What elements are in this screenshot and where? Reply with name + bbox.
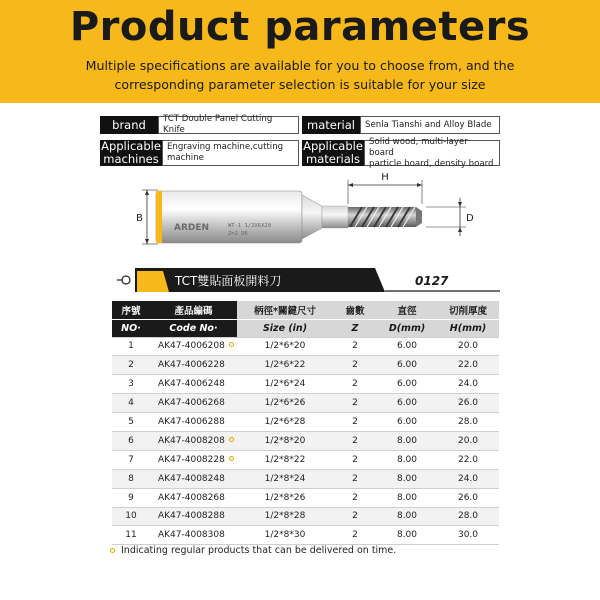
machines-label-line-2: machines bbox=[103, 152, 159, 166]
table-row bbox=[112, 526, 499, 545]
header-code-en: Code No· bbox=[150, 319, 237, 337]
cell-code-text: AK47-4008228 bbox=[158, 454, 225, 465]
cell-no bbox=[112, 356, 150, 375]
cell-d bbox=[377, 507, 437, 526]
cell-z-text: 2 bbox=[352, 435, 358, 446]
table-row bbox=[112, 356, 499, 375]
cell-size bbox=[237, 526, 333, 545]
cell-z-text: 2 bbox=[352, 398, 358, 409]
cell-d bbox=[377, 337, 437, 356]
cell-no-text: 6 bbox=[128, 435, 134, 446]
cell-no-text: 9 bbox=[128, 492, 134, 503]
cell-z bbox=[333, 488, 377, 507]
header-h-cn: 切削厚度 bbox=[437, 301, 499, 319]
cell-d bbox=[377, 356, 437, 375]
cell-size-text: 1/2*6*24 bbox=[264, 379, 306, 390]
cell-d-text: 6.00 bbox=[396, 360, 418, 371]
regular-product-dot-icon bbox=[110, 548, 115, 553]
cell-no-text: 1 bbox=[128, 341, 134, 352]
cell-z bbox=[333, 526, 377, 545]
cell-h bbox=[437, 375, 499, 394]
cell-size-text: 1/2*8*30 bbox=[264, 530, 306, 541]
cell-d bbox=[377, 488, 437, 507]
materials-label bbox=[302, 140, 364, 166]
cell-size-text: 1/2*6*26 bbox=[264, 398, 306, 409]
cell-z bbox=[333, 413, 377, 432]
cell-d-text: 8.00 bbox=[396, 511, 418, 522]
materials-label-line-2: materials bbox=[306, 152, 360, 166]
cell-d bbox=[377, 450, 437, 469]
cell-d-text: 8.00 bbox=[396, 492, 418, 503]
cell-d-text: 6.00 bbox=[396, 398, 418, 409]
cell-size bbox=[237, 431, 333, 450]
cell-h-text: 28.0 bbox=[457, 511, 479, 522]
cell-size bbox=[237, 469, 333, 488]
cell-no-text: 10 bbox=[125, 511, 137, 522]
cell-h-text: 22.0 bbox=[457, 454, 479, 465]
cell-size bbox=[237, 450, 333, 469]
header-code-cn: 產品編碼 bbox=[150, 301, 237, 319]
cell-h-text: 24.0 bbox=[457, 379, 479, 390]
cell-h bbox=[437, 337, 499, 356]
cell-code bbox=[150, 413, 237, 432]
header-no-cn: 序號 bbox=[112, 301, 150, 319]
cell-d-text: 8.00 bbox=[396, 454, 418, 465]
cell-code bbox=[150, 375, 237, 394]
subtitle-line-2: corresponding parameter selection is suitable for your size bbox=[114, 77, 486, 92]
cell-d-text: 8.00 bbox=[396, 435, 418, 446]
cell-size bbox=[237, 488, 333, 507]
cell-code-text: AK47-4008208 bbox=[158, 435, 225, 446]
cell-h bbox=[437, 469, 499, 488]
cell-h-text: 20.0 bbox=[457, 435, 479, 446]
cell-size bbox=[237, 394, 333, 413]
cell-d bbox=[377, 526, 437, 545]
cell-code bbox=[150, 526, 237, 545]
cell-no-text: 3 bbox=[128, 379, 134, 390]
cell-h bbox=[437, 431, 499, 450]
cell-size-text: 1/2*8*28 bbox=[264, 511, 306, 522]
product-banner bbox=[115, 268, 500, 292]
cell-size bbox=[237, 375, 333, 394]
cell-z-text: 2 bbox=[352, 530, 358, 541]
cell-z-text: 2 bbox=[352, 417, 358, 427]
cell-d bbox=[377, 375, 437, 394]
cell-z bbox=[333, 356, 377, 375]
table-header-cn bbox=[112, 301, 499, 319]
cell-h bbox=[437, 526, 499, 545]
cell-no-text: 5 bbox=[128, 417, 134, 427]
cell-no bbox=[112, 375, 150, 394]
cell-z bbox=[333, 507, 377, 526]
label-h: H bbox=[381, 172, 389, 183]
cell-code bbox=[150, 488, 237, 507]
cell-h bbox=[437, 507, 499, 526]
table-row bbox=[112, 450, 499, 469]
brand-value: TCT Double Panel Cutting Knife bbox=[158, 116, 299, 134]
cell-no bbox=[112, 413, 150, 432]
legend-note-text: Indicating regular products that can be delivered on time. bbox=[121, 545, 397, 556]
cell-h-text: 30.0 bbox=[457, 530, 479, 541]
header-d-en: D(mm) bbox=[377, 319, 437, 337]
table-row bbox=[112, 375, 499, 394]
cell-code-text: AK47-4006268 bbox=[158, 398, 225, 409]
cell-code bbox=[150, 431, 237, 450]
header-size-en: Size (in) bbox=[237, 319, 333, 337]
table-row bbox=[112, 431, 499, 450]
shank-engraving-1: WT-1 1/2X6X20 bbox=[228, 223, 272, 229]
cell-h-text: 28.0 bbox=[457, 417, 479, 427]
material-label: material bbox=[302, 116, 360, 134]
table-row bbox=[112, 413, 499, 432]
cell-size bbox=[237, 507, 333, 526]
cell-no bbox=[112, 507, 150, 526]
spec-row-brand-material bbox=[100, 116, 500, 134]
cell-code-text: AK47-4006228 bbox=[158, 360, 225, 371]
cell-z bbox=[333, 469, 377, 488]
table-row bbox=[112, 488, 499, 507]
brand-mark: ARDEN bbox=[174, 223, 210, 233]
cell-size-text: 1/2*8*20 bbox=[264, 435, 306, 446]
subtitle-line-1: Multiple specifications are available for you to choose from, and the bbox=[85, 58, 515, 73]
cell-no-text: 7 bbox=[128, 454, 134, 465]
machines-value bbox=[162, 140, 299, 166]
cell-d bbox=[377, 469, 437, 488]
cell-code-text: AK47-4008268 bbox=[158, 492, 225, 503]
cell-code-text: AK47-4006208 bbox=[158, 341, 225, 352]
cell-h-text: 26.0 bbox=[457, 492, 479, 503]
cell-z bbox=[333, 450, 377, 469]
cell-d bbox=[377, 394, 437, 413]
header-size-cn: 柄徑*關鍵尺寸 bbox=[237, 301, 333, 319]
header-z-en: Z bbox=[333, 319, 377, 337]
cell-h bbox=[437, 356, 499, 375]
table-row bbox=[112, 507, 499, 526]
cell-code-text: AK47-4006288 bbox=[158, 417, 225, 427]
cell-z bbox=[333, 337, 377, 356]
cell-z-text: 2 bbox=[352, 492, 358, 503]
header-d-cn: 直徑 bbox=[377, 301, 437, 319]
cell-d-text: 8.00 bbox=[396, 530, 418, 541]
cell-code-text: AK47-4006248 bbox=[158, 379, 225, 390]
cell-z-text: 2 bbox=[352, 341, 358, 352]
header-banner bbox=[0, 0, 600, 103]
cell-z-text: 2 bbox=[352, 360, 358, 371]
cell-z bbox=[333, 375, 377, 394]
cell-code-text: AK47-4008308 bbox=[158, 530, 225, 541]
cell-no-text: 8 bbox=[128, 473, 134, 484]
header-z-cn: 齒數 bbox=[333, 301, 377, 319]
cell-size-text: 1/2*6*22 bbox=[264, 360, 306, 371]
table-row bbox=[112, 394, 499, 413]
shank-engraving-2: Z=2 D6 bbox=[228, 231, 248, 237]
cell-d-text: 6.00 bbox=[396, 417, 418, 427]
table-body bbox=[112, 337, 499, 545]
tool-icon bbox=[122, 276, 130, 284]
dimension-b bbox=[136, 190, 158, 244]
cell-h bbox=[437, 413, 499, 432]
table-row bbox=[112, 337, 499, 356]
machines-label-line-1: Applicable bbox=[101, 139, 161, 153]
parameter-table bbox=[112, 301, 499, 545]
cell-code bbox=[150, 394, 237, 413]
cell-code bbox=[150, 356, 237, 375]
cell-h-text: 26.0 bbox=[457, 398, 479, 409]
label-d: D bbox=[466, 213, 474, 224]
tool-neck bbox=[302, 195, 322, 239]
cell-z-text: 2 bbox=[352, 379, 358, 390]
materials-value bbox=[364, 136, 500, 169]
machines-value-line-1: Engraving machine,cutting bbox=[167, 142, 284, 152]
label-b: B bbox=[136, 213, 143, 224]
banner-title: TCT雙貼面板開料刀 bbox=[175, 274, 282, 288]
dimension-h bbox=[348, 172, 422, 204]
cell-size-text: 1/2*8*24 bbox=[264, 473, 306, 484]
cell-z-text: 2 bbox=[352, 473, 358, 484]
cell-code-text: AK47-4008248 bbox=[158, 473, 225, 484]
dimension-d bbox=[426, 198, 474, 236]
shank-accent bbox=[156, 191, 162, 243]
cell-no bbox=[112, 394, 150, 413]
cell-no bbox=[112, 488, 150, 507]
cell-z bbox=[333, 431, 377, 450]
table-header-en bbox=[112, 319, 499, 337]
cell-code bbox=[150, 469, 237, 488]
cell-code bbox=[150, 507, 237, 526]
cell-h-text: 20.0 bbox=[457, 341, 479, 352]
cell-d bbox=[377, 413, 437, 432]
regular-product-dot-icon bbox=[229, 437, 234, 442]
materials-value-line-1: Solid wood, multi-layer board bbox=[369, 136, 468, 158]
regular-product-dot-icon bbox=[229, 342, 234, 347]
materials-label-line-1: Applicable bbox=[303, 139, 363, 153]
cell-h bbox=[437, 394, 499, 413]
cell-d-text: 6.00 bbox=[396, 341, 418, 352]
cell-size bbox=[237, 337, 333, 356]
cell-no bbox=[112, 431, 150, 450]
materials-value-line-2: particle board, density board bbox=[369, 158, 494, 169]
cell-no bbox=[112, 337, 150, 356]
cell-code bbox=[150, 337, 237, 356]
cell-no bbox=[112, 469, 150, 488]
header-no-en: NO· bbox=[112, 319, 150, 337]
machines-label bbox=[100, 140, 162, 166]
tool-diagram bbox=[100, 170, 500, 260]
banner-code: 0127 bbox=[415, 274, 449, 288]
cell-no-text: 11 bbox=[125, 530, 137, 541]
cell-no bbox=[112, 450, 150, 469]
cell-z-text: 2 bbox=[352, 454, 358, 465]
cell-size-text: 1/2*8*22 bbox=[264, 454, 306, 465]
cell-h-text: 22.0 bbox=[457, 360, 479, 371]
machines-value-line-2: machine bbox=[167, 153, 204, 163]
page-subtitle bbox=[0, 56, 600, 94]
cell-h bbox=[437, 450, 499, 469]
spec-row-machines-materials bbox=[100, 136, 500, 169]
cell-d bbox=[377, 431, 437, 450]
cell-size bbox=[237, 413, 333, 432]
cell-h-text: 24.0 bbox=[457, 473, 479, 484]
cell-h bbox=[437, 488, 499, 507]
cell-z-text: 2 bbox=[352, 511, 358, 522]
table-row bbox=[112, 469, 499, 488]
material-value: Senla Tianshi and Alloy Blade bbox=[360, 116, 500, 134]
header-h-en: H(mm) bbox=[437, 319, 499, 337]
page-title: Product parameters bbox=[69, 4, 531, 50]
cell-size-text: 1/2*8*26 bbox=[264, 492, 306, 503]
cell-d-text: 6.00 bbox=[396, 379, 418, 390]
cell-code bbox=[150, 450, 237, 469]
cutting-flutes bbox=[348, 207, 422, 227]
legend-note bbox=[110, 545, 396, 556]
cell-no-text: 2 bbox=[128, 360, 134, 371]
cell-size-text: 1/2*6*20 bbox=[264, 341, 306, 352]
cell-z bbox=[333, 394, 377, 413]
cell-no bbox=[112, 526, 150, 545]
cell-size bbox=[237, 356, 333, 375]
cell-no-text: 4 bbox=[128, 398, 134, 409]
cell-d-text: 8.00 bbox=[396, 473, 418, 484]
brand-label: brand bbox=[100, 116, 158, 134]
regular-product-dot-icon bbox=[229, 456, 234, 461]
cell-code-text: AK47-4008288 bbox=[158, 511, 225, 522]
cell-size-text: 1/2*6*28 bbox=[264, 417, 306, 427]
